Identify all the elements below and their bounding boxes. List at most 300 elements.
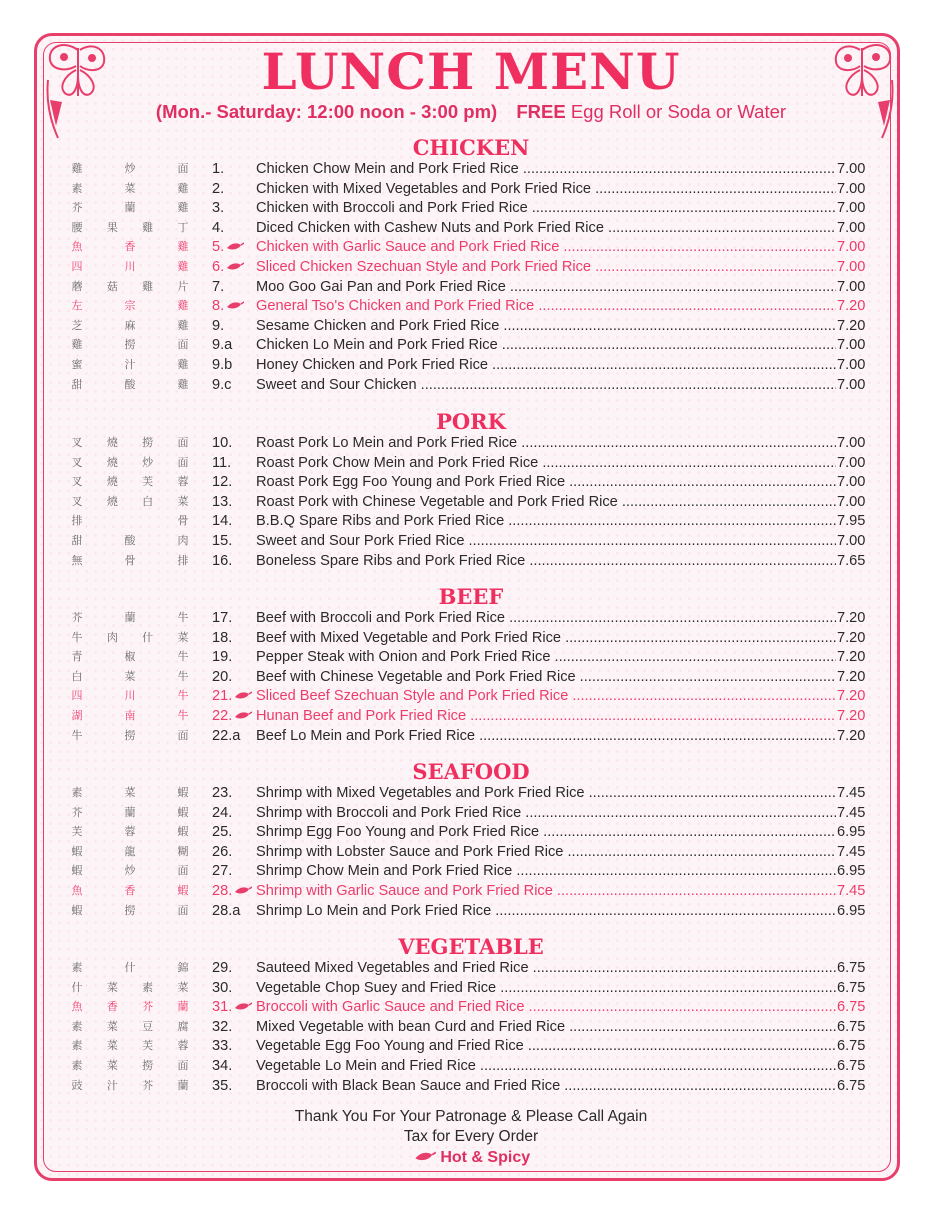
chinese-name (70, 277, 190, 297)
item-number-text: 35. (212, 1077, 233, 1094)
item-price: 7.45 (837, 785, 866, 801)
item-number (212, 375, 254, 395)
item-number (212, 296, 254, 316)
chinese-char: 酸 (124, 378, 136, 391)
item-price: 6.95 (837, 902, 866, 919)
chinese-char: 菜 (124, 670, 136, 683)
item-name: Diced Chicken with Cashew Nuts and Pork Fried Rice ..... (256, 218, 836, 238)
item-number (212, 1076, 254, 1096)
item-number-text: 31. (212, 999, 233, 1016)
chinese-char: 什 (142, 631, 154, 644)
chinese-name (70, 726, 190, 746)
chinese-char: 叉 (71, 456, 83, 469)
item-number-text: 9.c (212, 376, 232, 393)
chinese-char: 蝦 (177, 885, 189, 897)
chinese-char: 蘑 (71, 280, 83, 293)
item-number-text: 27. (212, 863, 233, 880)
chinese-char: 菜 (124, 182, 136, 195)
chinese-char: 牛 (177, 651, 189, 664)
chinese-char: 南 (124, 710, 136, 722)
menu-item (0, 1036, 942, 1056)
chinese-name (70, 901, 190, 921)
item-number (212, 218, 254, 238)
chinese-char: 炒 (124, 163, 136, 175)
menu-item (0, 667, 942, 687)
chinese-name (70, 881, 190, 901)
chinese-char: 菜 (106, 1040, 118, 1053)
section-title-seafood: SEAFOOD (412, 759, 530, 784)
item-number (212, 647, 254, 667)
item-number (212, 901, 254, 921)
chinese-char: 撈 (124, 729, 136, 742)
chinese-char: 片 (177, 280, 189, 293)
chinese-char: 面 (177, 865, 189, 878)
hot-pepper-icon (234, 710, 252, 720)
chinese-char: 蘭 (124, 806, 136, 819)
chinese-char: 青 (71, 651, 83, 664)
item-price: 6.95 (837, 824, 866, 841)
item-number-text: 21. (212, 688, 233, 705)
chinese-name (70, 1056, 190, 1076)
item-number (212, 881, 254, 901)
chinese-char: 撈 (142, 437, 154, 449)
item-name: Broccoli with Black Bean Sauce and Fried Rice ..... (256, 1076, 836, 1096)
item-price: 7.45 (837, 804, 866, 821)
hot-legend (0, 1149, 942, 1167)
chinese-char: 叉 (71, 476, 83, 489)
item-number (212, 355, 254, 375)
item-name: Sesame Chicken and Pork Fried Rice ..... (256, 316, 836, 336)
chinese-char: 菜 (124, 787, 136, 799)
hot-pepper-icon (226, 241, 244, 251)
item-number-text: 26. (212, 843, 233, 860)
chinese-char: 牛 (71, 631, 83, 644)
item-number (212, 198, 254, 218)
chinese-char: 雞 (177, 378, 189, 391)
item-name: Boneless Spare Ribs and Pork Fried Rice ..... (256, 551, 836, 571)
menu-item (0, 686, 942, 706)
chinese-char: 汁 (124, 359, 136, 371)
item-number-text: 17. (212, 610, 233, 626)
menu-item (0, 355, 942, 375)
item-number (212, 978, 254, 998)
chinese-name (70, 1036, 190, 1056)
item-price: 7.00 (837, 493, 866, 510)
chinese-char: 燒 (106, 437, 118, 449)
chinese-char: 蘭 (124, 202, 136, 215)
chinese-char: 錦 (177, 962, 189, 974)
item-price: 6.75 (837, 979, 866, 996)
chinese-char: 蓉 (124, 826, 136, 839)
chinese-char: 骨 (177, 515, 189, 528)
item-name: Beef with Broccoli and Pork Fried Rice ..... (256, 608, 836, 628)
section-title-vegetable: VEGETABLE (398, 934, 544, 959)
item-number-text: 19. (212, 649, 233, 666)
chinese-char: 甜 (71, 535, 83, 547)
item-number (212, 511, 254, 531)
hot-pepper-icon (234, 1001, 252, 1011)
chinese-char: 雞 (177, 359, 189, 371)
chinese-char: 燒 (106, 476, 118, 489)
chinese-char: 素 (71, 962, 83, 974)
item-name: Moo Goo Gai Pan and Pork Fried Rice ..... (256, 277, 836, 297)
item-name: Chicken with Garlic Sauce and Pork Fried Rice ..... (256, 237, 836, 257)
item-name: Shrimp Chow Mein and Pork Fried Rice ..... (256, 861, 836, 881)
chinese-char: 魚 (71, 241, 83, 254)
chinese-char: 芥 (142, 1079, 154, 1092)
chinese-char: 麻 (124, 319, 136, 332)
item-number (212, 1017, 254, 1037)
chinese-char: 四 (71, 690, 83, 703)
menu-item (0, 453, 942, 473)
chinese-name (70, 978, 190, 998)
menu-item (0, 472, 942, 492)
item-price: 6.75 (837, 1058, 866, 1074)
chinese-name (70, 335, 190, 355)
chinese-char: 香 (124, 241, 136, 254)
item-price: 7.00 (837, 435, 866, 451)
item-name: Shrimp with Garlic Sauce and Pork Fried Rice ..... (256, 881, 836, 901)
chinese-char: 香 (106, 1001, 118, 1014)
chinese-name (70, 842, 190, 862)
menu-item (0, 881, 942, 901)
section-title-beef: BEEF (438, 584, 504, 609)
item-name: Roast Pork Egg Foo Young and Pork Fried Rice ..... (256, 472, 836, 492)
item-number (212, 179, 254, 199)
hours-text: (Mon.- Saturday: 12:00 noon - 3:00 pm) (155, 101, 498, 122)
chinese-char: 面 (177, 729, 189, 742)
chinese-char: 腰 (71, 221, 83, 234)
chinese-char: 燒 (106, 495, 118, 508)
chinese-name (70, 861, 190, 881)
hot-pepper-icon (226, 300, 244, 310)
item-price: 7.45 (837, 883, 866, 899)
chinese-char: 雞 (177, 300, 189, 313)
item-number (212, 237, 254, 257)
item-name: Vegetable Chop Suey and Fried Rice ..... (256, 978, 836, 998)
item-number (212, 608, 254, 628)
chinese-char: 燒 (106, 456, 118, 469)
item-number (212, 492, 254, 512)
chinese-char: 菜 (177, 495, 189, 508)
item-name: Sweet and Sour Chicken ..... (256, 375, 836, 395)
chinese-char: 龍 (124, 845, 136, 858)
menu-item (0, 531, 942, 551)
chinese-char: 排 (71, 515, 83, 528)
chinese-char: 芥 (71, 806, 83, 819)
item-name: Beef Lo Mein and Pork Fried Rice ..... (256, 726, 836, 746)
item-number (212, 472, 254, 492)
item-number (212, 453, 254, 473)
item-number (212, 159, 254, 179)
chinese-name (70, 179, 190, 199)
item-name: Pepper Steak with Onion and Pork Fried Rice ..... (256, 647, 836, 667)
item-number-text: 1. (212, 161, 225, 177)
chinese-char: 魚 (71, 885, 83, 897)
chinese-char: 雞 (177, 202, 189, 215)
chinese-name (70, 706, 190, 726)
chinese-name (70, 472, 190, 492)
section-title-pork: PORK (436, 409, 506, 434)
chinese-name (70, 997, 190, 1017)
item-price: 7.20 (837, 317, 866, 334)
item-name: Vegetable Egg Foo Young and Fried Rice ..... (256, 1036, 836, 1056)
chinese-char: 素 (142, 981, 154, 994)
lunch-hours (0, 101, 942, 123)
chinese-char: 骨 (124, 554, 136, 567)
chinese-name (70, 375, 190, 395)
chinese-char: 甜 (71, 378, 83, 391)
chinese-char: 雞 (142, 280, 154, 293)
chinese-char: 蘭 (177, 1001, 189, 1014)
item-price: 7.00 (837, 180, 866, 197)
item-number-text: 12. (212, 474, 233, 491)
chinese-char: 宗 (124, 300, 136, 313)
chinese-char: 椒 (124, 651, 136, 664)
chinese-char: 素 (71, 1020, 83, 1033)
item-price: 7.00 (837, 474, 866, 491)
item-price: 7.00 (837, 219, 866, 236)
menu-item (0, 997, 942, 1017)
item-price: 7.20 (837, 668, 866, 685)
item-number-text: 29. (212, 960, 233, 976)
chinese-name (70, 531, 190, 551)
item-price: 7.00 (837, 239, 866, 256)
hot-pepper-icon (226, 261, 244, 271)
menu-item (0, 608, 942, 628)
item-number (212, 667, 254, 687)
chinese-name (70, 1017, 190, 1037)
chinese-char: 牛 (71, 729, 83, 742)
chinese-name (70, 159, 190, 179)
chinese-char: 豉 (71, 1079, 83, 1092)
item-price: 7.20 (837, 727, 866, 744)
chinese-name (70, 492, 190, 512)
item-price: 7.65 (837, 552, 866, 569)
chinese-char: 蝦 (177, 806, 189, 819)
item-number (212, 257, 254, 277)
menu-item (0, 842, 942, 862)
item-number (212, 1056, 254, 1076)
chinese-char: 炒 (124, 865, 136, 878)
item-name: Roast Pork Chow Mein and Pork Fried Rice ..... (256, 453, 836, 473)
chinese-char: 雞 (142, 221, 154, 234)
item-name: Vegetable Lo Mein and Fried Rice ..... (256, 1056, 836, 1076)
chinese-char: 炒 (142, 456, 154, 469)
item-price: 6.75 (837, 999, 866, 1016)
menu-item (0, 511, 942, 531)
item-number (212, 433, 254, 453)
item-name: Mixed Vegetable with bean Curd and Fried Rice ..... (256, 1017, 836, 1037)
chinese-char: 什 (124, 962, 136, 974)
chinese-name (70, 453, 190, 473)
item-price: 6.75 (837, 1077, 866, 1094)
chinese-char: 果 (106, 221, 118, 234)
hot-legend-text: Hot & Spicy (440, 1149, 531, 1166)
chinese-char: 左 (71, 300, 83, 313)
item-name: Chicken Chow Mein and Pork Fried Rice ..... (256, 159, 836, 179)
chinese-char: 面 (177, 437, 189, 449)
chinese-char: 雞 (177, 182, 189, 195)
item-number-text: 32. (212, 1018, 233, 1035)
item-number (212, 531, 254, 551)
chinese-char: 蝦 (71, 865, 83, 878)
chinese-char: 芥 (142, 1001, 154, 1014)
item-number-text: 18. (212, 629, 233, 646)
menu-item (0, 277, 942, 297)
chinese-name (70, 198, 190, 218)
menu-item (0, 1076, 942, 1096)
item-name: Sliced Chicken Szechuan Style and Pork Fried Rice ..... (256, 257, 836, 277)
item-name: Honey Chicken and Pork Fried Rice ..... (256, 355, 836, 375)
item-price: 7.00 (837, 337, 866, 354)
item-number-text: 16. (212, 552, 233, 569)
item-number-text: 30. (212, 979, 233, 996)
chinese-name (70, 511, 190, 531)
item-price: 7.20 (837, 708, 866, 724)
item-name: Hunan Beef and Pork Fried Rice ..... (256, 706, 836, 726)
item-price: 7.20 (837, 688, 866, 705)
chinese-char: 豆 (142, 1020, 154, 1033)
item-name: General Tso's Chicken and Pork Fried Rice ..... (256, 296, 836, 316)
menu-item (0, 958, 942, 978)
item-name: Beef with Mixed Vegetable and Pork Fried Rice ..... (256, 628, 836, 648)
free-label: FREE (516, 101, 566, 122)
chinese-char: 牛 (177, 612, 189, 624)
menu-item (0, 179, 942, 199)
chinese-char: 川 (124, 690, 136, 703)
chinese-char: 素 (71, 787, 83, 799)
item-price: 7.00 (837, 376, 866, 393)
chinese-name (70, 355, 190, 375)
free-offer-text: Egg Roll or Soda or Water (570, 101, 787, 122)
chinese-char: 蝦 (71, 904, 83, 917)
chinese-char: 蝦 (177, 787, 189, 799)
item-price: 7.00 (837, 357, 866, 373)
chinese-name (70, 551, 190, 571)
item-number-text: 9.a (212, 337, 233, 354)
menu-item (0, 433, 942, 453)
item-price: 7.00 (837, 200, 866, 217)
item-name: Chicken with Broccoli and Pork Fried Rice ..... (256, 198, 836, 218)
item-name: Chicken Lo Mein and Pork Fried Rice ..... (256, 335, 836, 355)
chinese-char: 肉 (177, 535, 189, 547)
chinese-char: 菜 (106, 1020, 118, 1033)
menu-item (0, 861, 942, 881)
menu-item (0, 159, 942, 179)
item-number-text: 3. (212, 200, 225, 217)
item-number-text: 22.a (212, 727, 241, 744)
chinese-char: 面 (177, 456, 189, 469)
chinese-name (70, 667, 190, 687)
chinese-char: 面 (177, 904, 189, 917)
chinese-name (70, 237, 190, 257)
chinese-char: 菇 (106, 280, 118, 293)
menu-item (0, 492, 942, 512)
chinese-char: 雞 (71, 339, 83, 352)
item-number (212, 842, 254, 862)
menu-item (0, 296, 942, 316)
menu-item (0, 1056, 942, 1076)
item-name: Shrimp with Broccoli and Pork Fried Rice ..... (256, 803, 836, 823)
item-number-text: 8. (212, 298, 225, 315)
item-number-text: 13. (212, 493, 233, 510)
item-price: 7.45 (837, 843, 866, 860)
chinese-char: 丁 (177, 221, 189, 234)
chinese-char: 雞 (177, 241, 189, 254)
item-price: 7.20 (837, 298, 866, 315)
item-number (212, 628, 254, 648)
item-number-text: 34. (212, 1058, 233, 1074)
item-name: Roast Pork with Chinese Vegetable and Pork Fried Rice ..... (256, 492, 836, 512)
chinese-char: 面 (177, 1060, 189, 1072)
menu-item (0, 316, 942, 336)
chinese-char: 酸 (124, 535, 136, 547)
chinese-char: 撈 (124, 339, 136, 352)
chinese-name (70, 433, 190, 453)
chinese-name (70, 958, 190, 978)
item-number-text: 5. (212, 239, 225, 256)
item-number (212, 551, 254, 571)
item-price: 6.75 (837, 1038, 866, 1055)
menu-item (0, 726, 942, 746)
item-number (212, 706, 254, 726)
section-title-chicken: CHICKEN (412, 135, 530, 160)
item-number-text: 10. (212, 435, 233, 451)
menu-item (0, 218, 942, 238)
item-price: 7.00 (837, 533, 866, 549)
item-number-text: 28. (212, 883, 233, 899)
item-name: Sauteed Mixed Vegetables and Fried Rice ..... (256, 958, 836, 978)
menu-item (0, 335, 942, 355)
chinese-char: 牛 (177, 670, 189, 683)
chinese-char: 排 (177, 554, 189, 567)
chinese-char: 糊 (177, 845, 189, 858)
chinese-char: 素 (71, 182, 83, 195)
chinese-char: 菜 (106, 981, 118, 994)
item-number-text: 23. (212, 785, 233, 801)
hot-pepper-icon (234, 885, 252, 895)
menu-item (0, 803, 942, 823)
item-name: Shrimp with Lobster Sauce and Pork Fried Rice ..... (256, 842, 836, 862)
chinese-char: 雞 (177, 261, 189, 273)
chinese-char: 蓉 (177, 476, 189, 489)
chinese-char: 蘭 (124, 612, 136, 624)
menu-item (0, 706, 942, 726)
item-name: B.B.Q Spare Ribs and Pork Fried Rice ..... (256, 511, 836, 531)
item-name: Broccoli with Garlic Sauce and Fried Rice ..... (256, 997, 836, 1017)
chinese-char: 白 (71, 670, 83, 683)
item-name: Sliced Beef Szechuan Style and Pork Fried Rice ..... (256, 686, 836, 706)
item-number-text: 4. (212, 219, 225, 236)
tax-note: Tax for Every Order (403, 1128, 539, 1145)
item-number (212, 316, 254, 336)
chinese-char: 面 (177, 339, 189, 352)
chinese-char: 腐 (177, 1020, 189, 1033)
item-number-text: 6. (212, 259, 225, 275)
menu-item (0, 647, 942, 667)
hot-pepper-icon (234, 690, 252, 700)
item-number (212, 783, 254, 803)
item-price: 7.00 (837, 278, 866, 295)
chinese-name (70, 608, 190, 628)
menu-item (0, 551, 942, 571)
chinese-name (70, 686, 190, 706)
chinese-char: 蓉 (177, 1040, 189, 1053)
item-price: 7.20 (837, 629, 866, 646)
chinese-char: 蝦 (177, 826, 189, 839)
item-name: Chicken with Mixed Vegetables and Pork Fried Rice ..... (256, 179, 836, 199)
